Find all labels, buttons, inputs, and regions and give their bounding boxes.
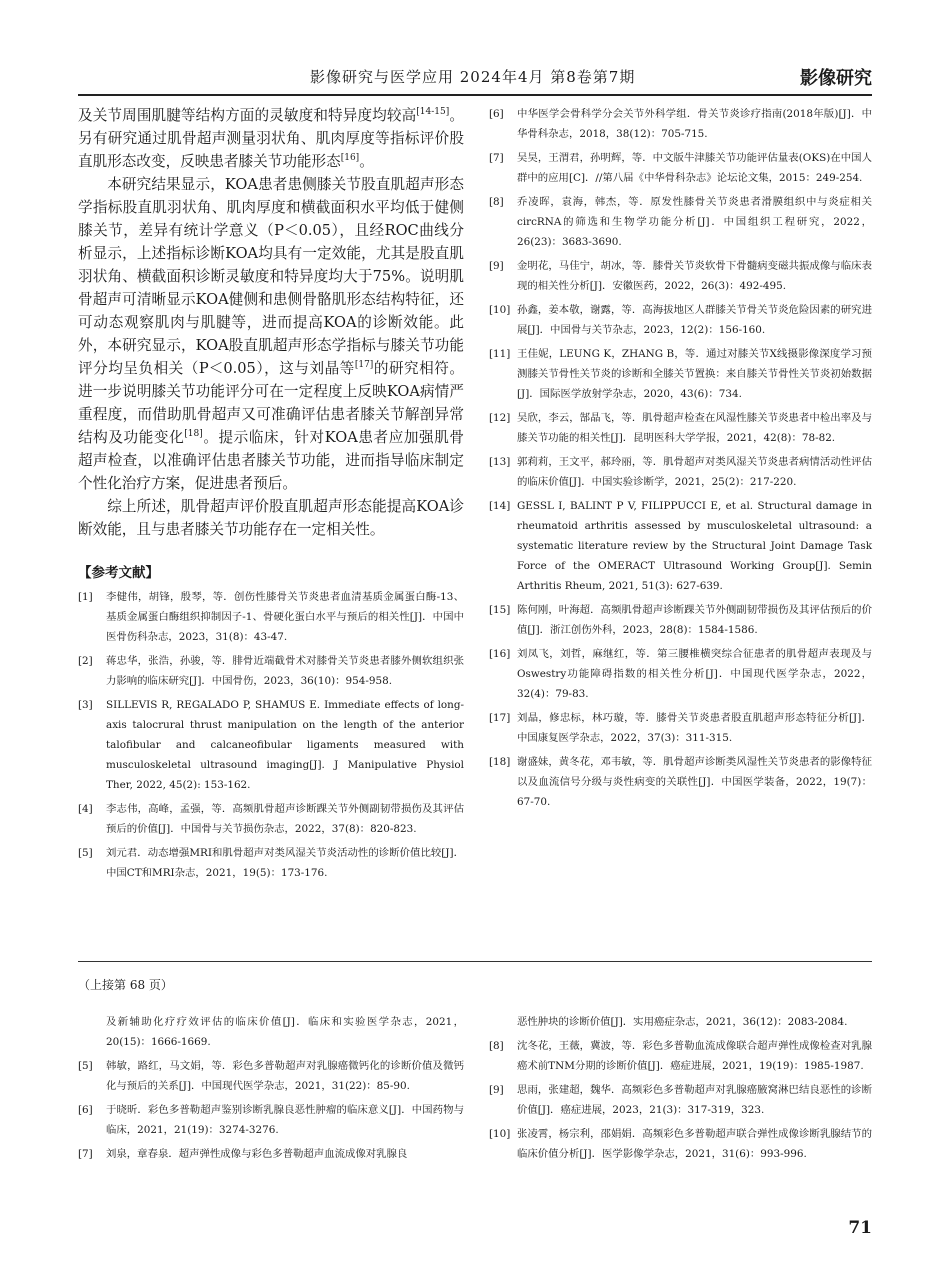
reference-item bbox=[78, 651, 464, 691]
reference-number: [18] bbox=[489, 756, 511, 768]
reference-list-bottom-right bbox=[489, 1012, 872, 1164]
reference-text: 及新辅助化疗疗效评估的临床价值[J]．临床和实验医学杂志，2021，20(15)：1666-1669. bbox=[106, 1016, 464, 1048]
reference-text: 沈冬花，王薇，冀波，等．彩色多普勒血流成像联合超声弹性成像检查对乳腺癌术前TNM分期的诊断价值[J]．癌症进展，2021，19(19)：1985-1987. bbox=[517, 1040, 872, 1072]
reference-text: 金明花，马佳宁，胡冰，等．膝骨关节炎软骨下骨髓病变磁共振成像与临床表现的相关性分析[J]．安徽医药，2022，26(3)：492-495. bbox=[517, 260, 872, 292]
reference-number: [13] bbox=[489, 456, 511, 468]
journal-title: 影像研究与医学应用 2024年4月 第8卷第7期 bbox=[310, 68, 636, 86]
reference-number: [2] bbox=[78, 655, 93, 667]
reference-number: [5] bbox=[78, 847, 93, 859]
reference-item bbox=[78, 1056, 464, 1096]
citation[interactable]: [14-15] bbox=[416, 107, 450, 118]
section-divider bbox=[78, 961, 872, 962]
citation[interactable]: [16] bbox=[340, 153, 360, 164]
reference-number: [11] bbox=[489, 348, 511, 360]
reference-number: [7] bbox=[78, 1148, 93, 1160]
reference-item bbox=[78, 1012, 464, 1052]
reference-item bbox=[489, 256, 872, 296]
reference-text: 谢盛妹，黄冬花，邓韦敏，等．肌骨超声诊断类风湿性关节炎患者的影像特征以及血流信号分级与炎性病变的关联性[J]．中国医学装备，2022，19(7)：67-70. bbox=[517, 756, 872, 808]
reference-item bbox=[78, 799, 464, 839]
reference-text: 张凌霄，杨宗利，邵娟娟．高频彩色多普勒超声联合弹性成像诊断乳腺结节的临床价值分析[J]．医学影像学杂志，2021，31(6)：993-996. bbox=[517, 1128, 872, 1160]
reference-number: [9] bbox=[489, 1084, 504, 1096]
reference-number: [5] bbox=[78, 1060, 93, 1072]
running-header bbox=[78, 64, 872, 96]
reference-text: 蒋忠华，张浩，孙骏，等．腓骨近端截骨术对膝骨关节炎患者膝外侧软组织张力影响的临床研究[J]．中国骨伤，2023，36(10)：954-958. bbox=[106, 655, 464, 687]
reference-number bbox=[489, 1012, 517, 1032]
reference-item bbox=[489, 192, 872, 252]
reference-text: 孙鑫，姜本敬，谢露，等．高海拔地区人群膝关节骨关节炎危险因素的研究进展[J]．中国骨与关节杂志，2023，12(2)：156-160. bbox=[517, 304, 872, 336]
reference-number: [14] bbox=[489, 500, 511, 512]
reference-text: 于晓昕．彩色多普勒超声鉴别诊断乳腺良恶性肿瘤的临床意义[J]．中国药物与临床，2021，21(19)：3274-3276. bbox=[106, 1104, 464, 1136]
reference-item bbox=[489, 1080, 872, 1120]
reference-item bbox=[489, 752, 872, 812]
citation[interactable]: [17] bbox=[354, 360, 374, 371]
reference-text: 思雨，张建超，魏华．高频彩色多普勒超声对乳腺癌腋窝淋巴结良恶性的诊断价值[J]．癌症进展，2023，21(3)：317-319，323. bbox=[517, 1084, 872, 1116]
continued-from-label: （上接第 68 页） bbox=[78, 978, 173, 992]
page-number: 71 bbox=[848, 1218, 872, 1238]
reference-item bbox=[489, 148, 872, 188]
reference-number bbox=[78, 1012, 106, 1052]
reference-number: [8] bbox=[489, 1040, 504, 1052]
reference-item bbox=[489, 344, 872, 404]
reference-item bbox=[489, 1036, 872, 1076]
reference-text: 陈何刚，叶海超．高频肌骨超声诊断踝关节外侧副韧带损伤及其评估预后的价值[J]．浙江创伤外科，2023，28(8)：1584-1586. bbox=[517, 604, 872, 636]
reference-list-right bbox=[489, 104, 872, 812]
reference-text: 王佳妮，LEUNG K，ZHANG B，等．通过对膝关节X线摄影像深度学习预测膝关节骨性关节炎的诊断和全膝关节置换：来自膝关节骨性关节炎初始数据[J]．国际医学放射学杂志，2020，43(6)：734. bbox=[517, 348, 872, 400]
reference-text: SILLEVIS R, REGALADO P, SHAMUS E. Immediate effects of long-axis talocrural thrust manipulation on the length of the anterior talofibular and calcaneofibular ligaments measured with musculoskeletal ultrasound imaging[J]. J Manipulative Physiol Ther, 2022, 45(2): 153-162. bbox=[106, 699, 464, 791]
bottom-right-column bbox=[489, 1012, 872, 1168]
reference-number: [8] bbox=[489, 196, 504, 208]
reference-number: [4] bbox=[78, 803, 93, 815]
reference-item bbox=[489, 300, 872, 340]
reference-number: [6] bbox=[78, 1104, 93, 1116]
reference-number: [12] bbox=[489, 412, 511, 424]
citation[interactable]: [18] bbox=[184, 429, 203, 440]
reference-text: 中华医学会骨科学分会关节外科学组．骨关节炎诊疗指南(2018年版)[J]．中华骨科杂志，2018，38(12)：705-715. bbox=[517, 108, 872, 140]
body-paragraph-conclusion: 综上所述，肌骨超声评价股直肌超声形态能提高KOA诊断效能，且与患者膝关节功能存在一定相关性。 bbox=[78, 498, 464, 538]
reference-item bbox=[78, 843, 464, 883]
reference-text: 乔凌晖，袁海，韩杰，等．原发性膝骨关节炎患者滑膜组织中与炎症相关circRNA的筛选和生物学功能分析[J]．中国组织工程研究，2022，26(23)：3683-3690. bbox=[517, 196, 872, 248]
reference-text: 吴欣，李云，郜晶飞，等．肌骨超声检查在风湿性膝关节炎患者中检出率及与膝关节功能的相关性[J]．昆明医科大学学报，2021，42(8)：78-82. bbox=[517, 412, 872, 444]
reference-item bbox=[489, 452, 872, 492]
right-column bbox=[489, 104, 872, 816]
reference-number: [1] bbox=[78, 591, 93, 603]
reference-text: 吴昊，王渭君，孙明辉，等．中文版牛津膝关节功能评估量表(OKS)在中国人群中的应用[C]．//第八届《中华骨科杂志》论坛论文集，2015：249-254. bbox=[517, 152, 872, 184]
left-column bbox=[78, 104, 464, 887]
references-heading: 【参考文献】 bbox=[78, 565, 159, 581]
reference-item bbox=[489, 496, 872, 596]
reference-number: [9] bbox=[489, 260, 504, 272]
bottom-left-column bbox=[78, 1012, 464, 1168]
reference-item bbox=[78, 587, 464, 647]
reference-text: 李健伟，胡锋，殷琴，等．创伤性膝骨关节炎患者血清基质金属蛋白酶-13、基质金属蛋白酶组织抑制因子-1、骨硬化蛋白水平与预后的相关性[J]．中国中医骨伤科杂志，2023，31(8)：43-47. bbox=[106, 591, 464, 643]
reference-number: [17] bbox=[489, 712, 511, 724]
reference-number: [3] bbox=[78, 699, 93, 711]
reference-list-left bbox=[78, 587, 464, 883]
reference-number: [7] bbox=[489, 152, 504, 164]
body-paragraph-1: 及关节周围肌腱等结构方面的灵敏度和特异度均较高[14-15]。另有研究通过肌骨超声测量羽状角、肌肉厚度等指标评价股直肌形态改变，反映患者膝关节功能形态[16]。 bbox=[78, 107, 464, 170]
reference-item bbox=[489, 408, 872, 448]
reference-item bbox=[78, 1100, 464, 1140]
reference-item bbox=[78, 695, 464, 795]
reference-item bbox=[489, 644, 872, 704]
reference-item bbox=[78, 1144, 464, 1164]
reference-text: 刘晶，修忠标，林巧璇，等．膝骨关节炎患者股直肌超声形态特征分析[J]．中国康复医学杂志，2022，37(3)：311-315. bbox=[517, 712, 872, 744]
reference-number: [16] bbox=[489, 648, 511, 660]
reference-text: 刘泉，章春泉．超声弹性成像与彩色多普勒超声血流成像对乳腺良 bbox=[106, 1148, 408, 1160]
reference-number: [15] bbox=[489, 604, 511, 616]
reference-text: GESSL I, BALINT P V, FILIPPUCCI E, et al. Structural damage in rheumatoid arthritis assessed by musculoskeletal ultrasound: a systematic literature review by the Structural Joint Damage Task Force of the OMERACT Ultrasound Working Group[J]. Semin Arthritis Rheum, 2021, 51(3): 627-639. bbox=[517, 500, 872, 592]
reference-item bbox=[489, 1012, 872, 1032]
reference-number: [10] bbox=[489, 304, 511, 316]
reference-item bbox=[489, 600, 872, 640]
reference-text: 刘元君．动态增强MRI和肌骨超声对类风湿关节炎活动性的诊断价值比较[J]．中国CT和MRI杂志，2021，19(5)：173-176. bbox=[106, 847, 464, 879]
reference-text: 郭莉莉，王文平，郝玲丽，等．肌骨超声对类风湿关节炎患者病情活动性评估的临床价值[J]．中国实验诊断学，2021，25(2)：217-220. bbox=[517, 456, 872, 488]
reference-number: [10] bbox=[489, 1128, 511, 1140]
reference-text: 韩敏，路红，马文娟，等．彩色多普勒超声对乳腺癌微钙化的诊断价值及微钙化与预后的关系[J]．中国现代医学杂志，2021，31(22)：85-90. bbox=[106, 1060, 464, 1092]
reference-text: 李志伟，高峰，孟强，等．高频肌骨超声诊断踝关节外侧副韧带损伤及其评估预后的价值[J]．中国骨与关节损伤杂志，2022，37(8)：820-823. bbox=[106, 803, 464, 835]
reference-number: [6] bbox=[489, 108, 504, 120]
reference-list-bottom-left bbox=[78, 1012, 464, 1164]
reference-text: 刘凤飞，刘哲，麻继红，等．第三腰椎横突综合征患者的肌骨超声表现及与Oswestry功能障碍指数的相关性分析[J]．中国现代医学杂志，2022，32(4)：79-83. bbox=[517, 648, 872, 700]
reference-item bbox=[489, 708, 872, 748]
reference-item bbox=[489, 104, 872, 144]
body-paragraph-2: 本研究结果显示，KOA患者患侧膝关节股直肌超声形态学指标股直肌羽状角、肌肉厚度和横截面积水平均低于健侧膝关节，差异有统计学意义（P＜0.05），且经ROC曲线分析显示，上述指标诊断KOA均具有一定效能，尤其是股直肌羽状角、横截面积诊断灵敏度和特异度均大于75%。说明肌骨超声可清晰显示KOA健侧和患侧骨骼肌形态结构特征，还可动态观察肌肉与肌腱等，进而提高KOA的诊断效能。此外，本研究显示，KOA股直肌超声形态学指标与膝关节功能评分均呈负相关（P＜0.05），这与刘晶等[17]的研究相符。进一步说明膝关节功能评分可在一定程度上反映KOA病情严重程度，而借助肌骨超声又可准确评估患者膝关节解剖异常结构及功能变化[18]。提示临床，针对KOA患者应加强肌骨超声检查，以准确评估患者膝关节功能，进而指导临床制定个性化治疗方案，促进患者预后。 bbox=[78, 176, 464, 492]
reference-text: 恶性肿块的诊断价值[J]．实用癌症杂志，2021，36(12)：2083-2084. bbox=[517, 1016, 848, 1028]
reference-item bbox=[489, 1124, 872, 1164]
journal-brand: 影像研究 bbox=[800, 68, 872, 89]
